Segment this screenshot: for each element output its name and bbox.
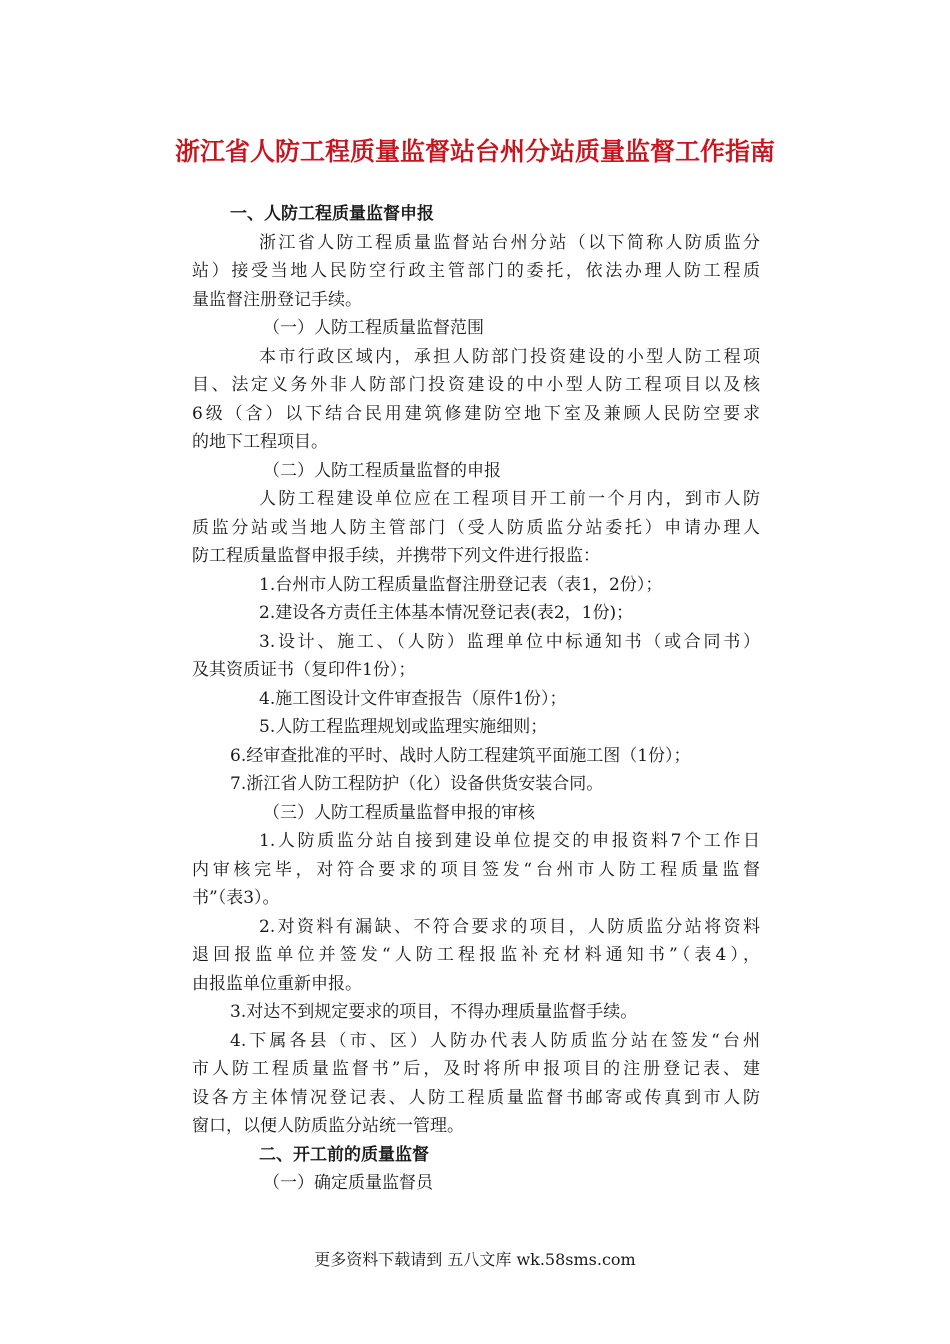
document-body — [192, 200, 760, 1198]
text-line: 量监督注册登记手续。 — [192, 289, 362, 310]
text-line: 市人防工程质量监督书”后，及时将所申报项目的注册登记表、建 — [192, 1059, 760, 1079]
text-line: 2.建设各方责任主体基本情况登记表(表2，1份)； — [259, 603, 634, 623]
section-heading: 二、开工前的质量监督 — [259, 1144, 429, 1165]
text-line: 3.设计、施工、（人防）监理单位中标通知书（或合同书） — [259, 631, 760, 652]
text-line: 由报监单位重新申报。 — [192, 973, 362, 994]
text-line: 2.对资料有漏缺、不符合要求的项目，人防质监分站将资料 — [259, 916, 760, 937]
text-line: （一）人防工程质量监督范围 — [263, 318, 484, 338]
text-line: （三）人防工程质量监督申报的审核 — [263, 802, 535, 823]
text-line: 质监分站或当地人防主管部门（受人防质监分站委托）申请办理人 — [192, 517, 760, 538]
text-line: 及其资质证书（复印件1份）； — [192, 660, 416, 680]
text-line: 本市行政区域内，承担人防部门投资建设的小型人防工程项 — [259, 346, 760, 367]
document-title: 浙江省人防工程质量监督站台州分站质量监督工作指南 — [174, 137, 775, 166]
text-line: 4.下属各县（市、区）人防办代表人防质监分站在签发“台州 — [230, 1030, 760, 1051]
section-heading: 一、人防工程质量监督申报 — [230, 204, 434, 224]
text-line: 6级（含）以下结合民用建筑修建防空地下室及兼顾人民防空要求 — [192, 403, 760, 424]
text-line: （二）人防工程质量监督的申报 — [263, 460, 501, 481]
text-line: 1.人防质监分站自接到建设单位提交的申报资料7个工作日 — [259, 831, 760, 851]
text-line: 1.台州市人防工程质量监督注册登记表（表1，2份）； — [259, 574, 663, 595]
text-line: 浙江省人防工程质量监督站台州分站（以下简称人防质监分 — [259, 232, 760, 253]
text-line: 3.对达不到规定要求的项目，不得办理质量监督手续。 — [230, 1002, 638, 1022]
text-line: 目、法定义务外非人防部门投资建设的中小型人防工程项目以及核 — [192, 375, 760, 395]
text-line: 7.浙江省人防工程防护（化）设备供货安装合同。 — [230, 774, 604, 794]
text-line: 4.施工图设计文件审查报告（原件1份）； — [259, 688, 567, 709]
text-line: 6.经审查批准的平时、战时人防工程建筑平面施工图（1份）； — [230, 745, 691, 766]
text-line: 站）接受当地人民防空行政主管部门的委托，依法办理人防工程质 — [192, 261, 760, 281]
text-line: 防工程质量监督申报手续，并携带下列文件进行报监： — [192, 546, 600, 566]
text-line: 窗口，以便人防质监分站统一管理。 — [192, 1116, 464, 1136]
text-line: 内审核完毕，对符合要求的项目签发“台州市人防工程质量监督 — [192, 859, 760, 880]
footer-note: 更多资料下载请到 五八文库 wk.58sms.com — [314, 1250, 636, 1269]
text-line: 的地下工程项目。 — [192, 432, 328, 452]
text-line: 人防工程建设单位应在工程项目开工前一个月内，到市人防 — [259, 489, 760, 509]
text-line: 退回报监单位并签发“人防工程报监补充材料通知书”（表4）， — [192, 945, 760, 965]
text-line: 设各方主体情况登记表、人防工程质量监督书邮寄或传真到市人防 — [192, 1087, 760, 1108]
text-line: 书”（表3）。 — [192, 888, 280, 908]
text-line: （一）确定质量监督员 — [263, 1173, 433, 1193]
text-line: 5.人防工程监理规划或监理实施细则； — [259, 717, 548, 737]
